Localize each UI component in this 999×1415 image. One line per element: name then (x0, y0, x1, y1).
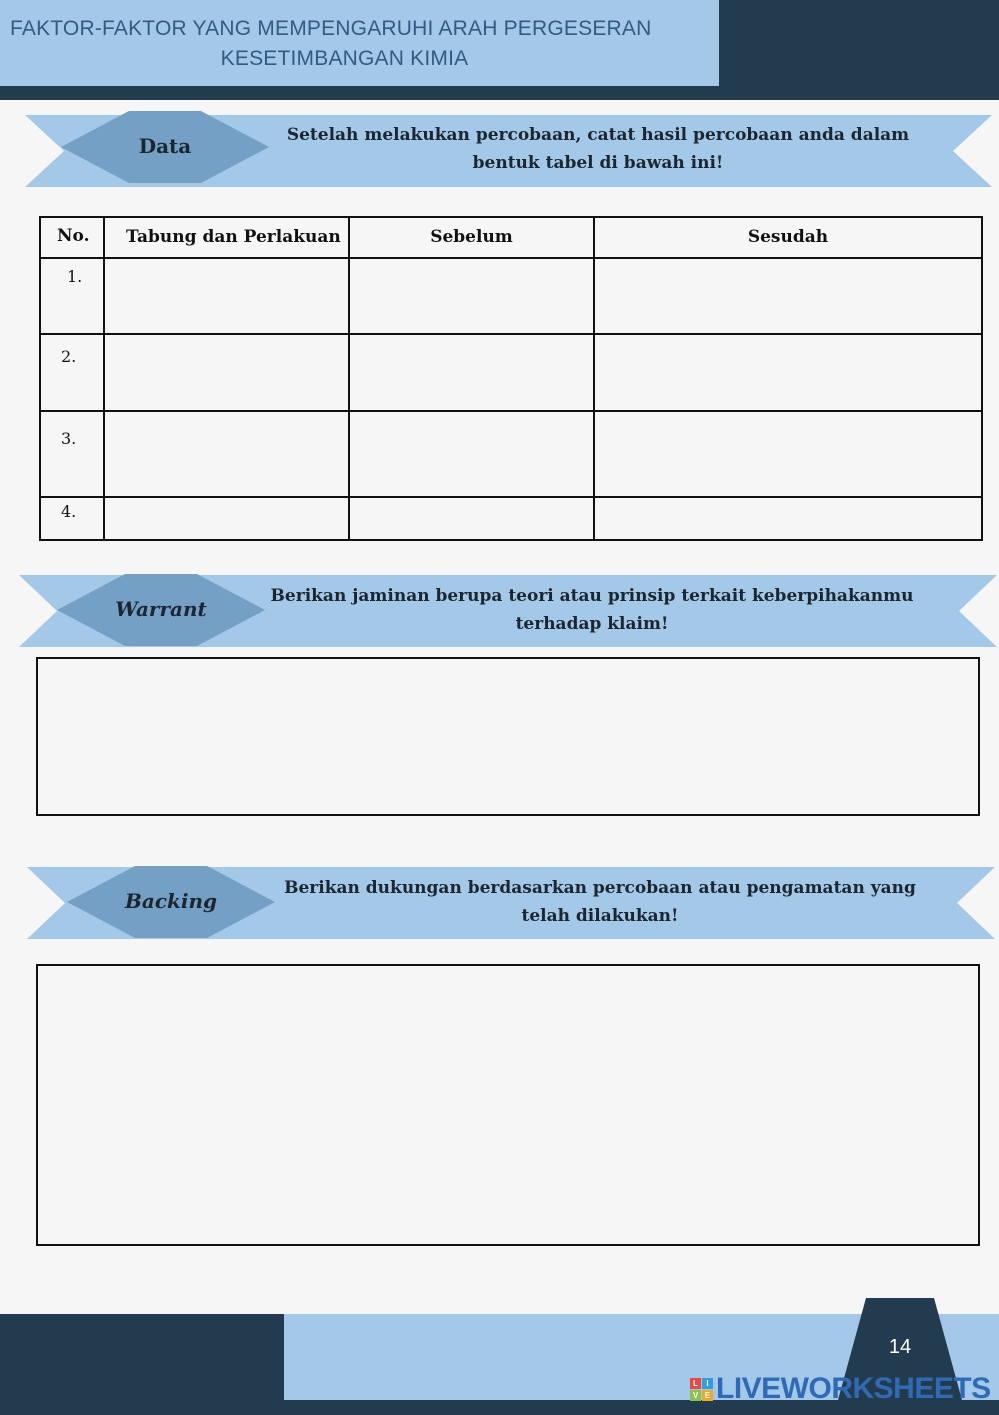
liveworksheets-logo[interactable] (690, 1373, 991, 1405)
table-cell-sebelum[interactable] (348, 257, 595, 335)
brand-icon-letter: I (702, 1378, 713, 1389)
table-cell-sesudah[interactable] (593, 333, 983, 412)
backing-instruction-line2: telah dilakukan! (521, 906, 679, 926)
page-title-line1: FAKTOR-FAKTOR YANG MEMPENGARUHI ARAH PERGESERAN (10, 17, 652, 40)
warrant-label: Warrant (115, 597, 207, 621)
warrant-answer-box[interactable] (36, 657, 980, 816)
backing-label: Backing (124, 889, 218, 913)
row-number: 3. (61, 429, 77, 448)
data-instruction (275, 121, 921, 177)
warrant-instruction (269, 582, 915, 638)
data-label: Data (138, 134, 192, 158)
table-header-tabung: Tabung dan Perlakuan (103, 216, 350, 259)
table-cell-sesudah[interactable] (593, 410, 983, 498)
page-title (0, 14, 719, 74)
table-cell-tabung[interactable] (103, 257, 350, 335)
table-cell-tabung[interactable] (103, 496, 350, 541)
table-cell-sebelum[interactable] (348, 410, 595, 498)
backing-answer-box[interactable] (36, 964, 980, 1246)
row-number: 1. (67, 267, 83, 286)
warrant-instruction-line1: Berikan jaminan berupa teori atau prinsip terkait keberpihakanmu (270, 586, 914, 606)
brand-icon-letter: V (690, 1390, 701, 1401)
table-cell-sesudah[interactable] (593, 257, 983, 335)
row-number: 2. (61, 347, 77, 366)
table-cell-no (39, 410, 105, 498)
table-cell-sesudah[interactable] (593, 496, 983, 541)
data-banner (25, 111, 992, 187)
backing-banner (27, 866, 995, 939)
brand-icon-letter: E (702, 1390, 713, 1401)
warrant-banner (19, 574, 997, 647)
table-cell-tabung[interactable] (103, 410, 350, 498)
table-header-sebelum: Sebelum (348, 216, 595, 259)
table-cell-no (39, 333, 105, 412)
data-instruction-line1: Setelah melakukan percobaan, catat hasil percobaan anda dalam (286, 125, 910, 145)
table-cell-tabung[interactable] (103, 333, 350, 412)
row-number: 4. (61, 502, 77, 521)
backing-instruction (275, 874, 925, 930)
brand-icon-letter: L (690, 1378, 701, 1389)
liveworksheets-wordmark: LIVEWORKSHEETS (716, 1372, 991, 1405)
table-cell-sebelum[interactable] (348, 496, 595, 541)
table-header-no: No. (39, 216, 105, 259)
warrant-instruction-line2: terhadap klaim! (515, 614, 669, 634)
page-title-line2: KESETIMBANGAN KIMIA (220, 47, 469, 70)
page-number: 14 (888, 1336, 912, 1358)
backing-instruction-line1: Berikan dukungan berdasarkan percobaan atau pengamatan yang (284, 878, 916, 898)
table-cell-sebelum[interactable] (348, 333, 595, 412)
table-header-sesudah: Sesudah (593, 216, 983, 259)
liveworksheets-icon (690, 1378, 713, 1401)
data-instruction-line2: bentuk tabel di bawah ini! (472, 153, 724, 173)
